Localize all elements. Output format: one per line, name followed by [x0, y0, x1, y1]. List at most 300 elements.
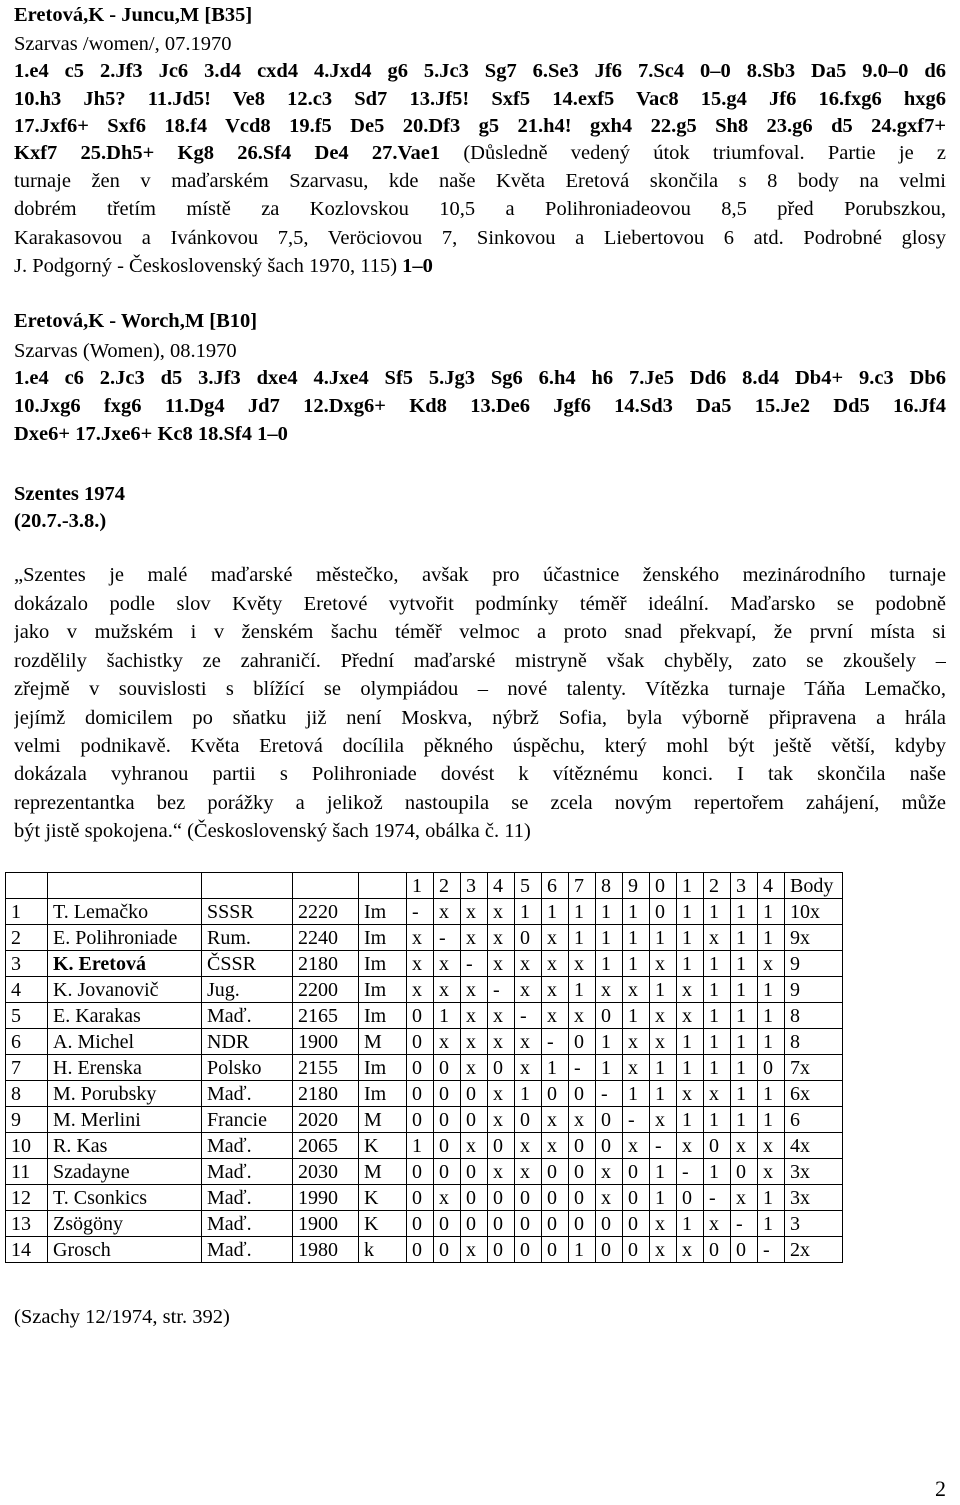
quote-line-6: jejímž domicilem po sňatku již není Moskva, nýbrž Sofia, byla výborně připravena a hrála — [14, 707, 946, 729]
player-title: K — [359, 1185, 407, 1211]
player-points: 9 — [785, 977, 843, 1003]
result-cell: x — [542, 925, 569, 951]
section-title: Szentes 1974 — [14, 483, 126, 505]
player-name: Szadayne — [48, 1159, 202, 1185]
result-cell: 1 — [704, 977, 731, 1003]
result-cell: 1 — [758, 899, 785, 925]
player-rating: 2240 — [293, 925, 359, 951]
table-row — [6, 1055, 843, 1081]
result-cell: - — [434, 925, 461, 951]
player-country: Francie — [202, 1107, 293, 1133]
header-blank — [48, 873, 202, 899]
game1-comment-line-1: turnaje žen v maďarském Szarvasu, kde naše Květa Eretová skončila s 8 body na velmi — [14, 170, 946, 192]
player-points: 4x — [785, 1133, 843, 1159]
result-cell: 0 — [515, 1107, 542, 1133]
result-cell: 1 — [596, 951, 623, 977]
player-name: R. Kas — [48, 1133, 202, 1159]
result-cell: x — [461, 925, 488, 951]
player-name: T. Csonkics — [48, 1185, 202, 1211]
result-cell: 0 — [596, 1003, 623, 1029]
result-cell: 0 — [596, 1107, 623, 1133]
result-cell: 1 — [704, 899, 731, 925]
result-cell: x — [461, 1055, 488, 1081]
result-cell: 0 — [434, 1159, 461, 1185]
result-cell: 1 — [731, 1081, 758, 1107]
result-cell: - — [677, 1159, 704, 1185]
player-country: Maď. — [202, 1133, 293, 1159]
result-cell: 0 — [542, 1185, 569, 1211]
header-blank — [6, 873, 48, 899]
table-row — [6, 1211, 843, 1237]
result-cell: - — [650, 1133, 677, 1159]
result-cell: 0 — [461, 1107, 488, 1133]
result-cell: x — [542, 1003, 569, 1029]
player-rating: 2155 — [293, 1055, 359, 1081]
player-country: NDR — [202, 1029, 293, 1055]
game1-result: 1–0 — [402, 255, 433, 277]
result-cell: 1 — [704, 1107, 731, 1133]
header-col: 3 — [461, 873, 488, 899]
result-cell: - — [461, 951, 488, 977]
result-cell: 0 — [515, 925, 542, 951]
result-cell: x — [623, 977, 650, 1003]
header-col: 1 — [677, 873, 704, 899]
result-cell: 1 — [407, 1133, 434, 1159]
result-cell: x — [434, 951, 461, 977]
result-cell: 0 — [434, 1081, 461, 1107]
header-col: 1 — [407, 873, 434, 899]
result-cell: 1 — [596, 925, 623, 951]
result-cell: x — [488, 1159, 515, 1185]
player-points: 3 — [785, 1211, 843, 1237]
result-cell: 0 — [461, 1185, 488, 1211]
result-cell: 1 — [596, 1055, 623, 1081]
player-name: M. Merlini — [48, 1107, 202, 1133]
result-cell: - — [542, 1029, 569, 1055]
result-cell: 0 — [758, 1055, 785, 1081]
player-title: M — [359, 1107, 407, 1133]
result-cell: 1 — [542, 1055, 569, 1081]
game2-moves-line-3: Dxe6+ 17.Jxe6+ Kc8 18.Sf4 1–0 — [14, 423, 288, 445]
table-row — [6, 1159, 843, 1185]
header-col: 5 — [515, 873, 542, 899]
result-cell: x — [758, 951, 785, 977]
result-cell: x — [704, 1081, 731, 1107]
result-cell: 1 — [704, 1003, 731, 1029]
header-col: 6 — [542, 873, 569, 899]
result-cell: - — [515, 1003, 542, 1029]
player-number: 14 — [6, 1237, 48, 1263]
player-name: K. Eretová — [48, 951, 202, 977]
result-cell: 1 — [704, 1159, 731, 1185]
result-cell: x — [488, 1003, 515, 1029]
result-cell: 1 — [569, 977, 596, 1003]
result-cell: 0 — [515, 1211, 542, 1237]
result-cell: 0 — [515, 1185, 542, 1211]
table-row — [6, 1003, 843, 1029]
result-cell: 0 — [596, 1133, 623, 1159]
player-name: E. Karakas — [48, 1003, 202, 1029]
header-blank — [359, 873, 407, 899]
game1-moves-line-4 — [14, 141, 946, 165]
result-cell: x — [515, 951, 542, 977]
crosstable — [5, 872, 843, 1263]
result-cell: x — [407, 925, 434, 951]
table-row — [6, 951, 843, 977]
player-country: Maď. — [202, 1211, 293, 1237]
result-cell: 1 — [623, 925, 650, 951]
result-cell: x — [461, 1237, 488, 1263]
player-number: 7 — [6, 1055, 48, 1081]
result-cell: x — [569, 1003, 596, 1029]
result-cell: 0 — [569, 1159, 596, 1185]
result-cell: 0 — [569, 1185, 596, 1211]
header-col: 9 — [623, 873, 650, 899]
result-cell: x — [488, 1029, 515, 1055]
table-row — [6, 1133, 843, 1159]
result-cell: x — [704, 1211, 731, 1237]
header-col: 4 — [758, 873, 785, 899]
table-row — [6, 1081, 843, 1107]
result-cell: 0 — [407, 1003, 434, 1029]
player-points: 8 — [785, 1003, 843, 1029]
player-title: Im — [359, 925, 407, 951]
player-number: 6 — [6, 1029, 48, 1055]
player-rating: 1900 — [293, 1029, 359, 1055]
player-name: A. Michel — [48, 1029, 202, 1055]
result-cell: 1 — [758, 1003, 785, 1029]
table-row — [6, 1237, 843, 1263]
result-cell: 0 — [704, 1133, 731, 1159]
player-name: H. Erenska — [48, 1055, 202, 1081]
player-rating: 1980 — [293, 1237, 359, 1263]
result-cell: 0 — [434, 1211, 461, 1237]
header-blank — [202, 873, 293, 899]
quote-line-1: „Szentes je malé maďarské městečko, avšak pro účastnice ženského mezinárodního turnaje — [14, 564, 946, 586]
result-cell: 1 — [650, 1159, 677, 1185]
result-cell: 0 — [434, 1237, 461, 1263]
result-cell: x — [461, 977, 488, 1003]
player-country: ČSSR — [202, 951, 293, 977]
result-cell: 1 — [758, 977, 785, 1003]
header-blank — [293, 873, 359, 899]
result-cell: 1 — [758, 1029, 785, 1055]
player-points: 2x — [785, 1237, 843, 1263]
result-cell: 0 — [488, 1237, 515, 1263]
result-cell: 0 — [407, 1211, 434, 1237]
result-cell: x — [488, 951, 515, 977]
result-cell: 1 — [677, 1029, 704, 1055]
game1-comment-last: J. Podgorný - Československý šach 1970, 115) 1–0 — [14, 255, 433, 277]
result-cell: 0 — [569, 1029, 596, 1055]
result-cell: 1 — [650, 1185, 677, 1211]
result-cell: 0 — [461, 1159, 488, 1185]
result-cell: - — [488, 977, 515, 1003]
result-cell: x — [758, 1133, 785, 1159]
result-cell: 0 — [434, 1133, 461, 1159]
result-cell: x — [569, 1107, 596, 1133]
game1-comment-start: (Důsledně vedený útok triumfoval. Partie je z — [440, 142, 946, 164]
table-row — [6, 1185, 843, 1211]
result-cell: 1 — [731, 977, 758, 1003]
result-cell: 1 — [569, 899, 596, 925]
game2-header: Eretová,K - Worch,M [B10] — [14, 310, 258, 332]
player-title: Im — [359, 977, 407, 1003]
quote-line-last: být jistě spokojena.“ (Československý šach 1974, obálka č. 11) — [14, 820, 531, 842]
result-cell: 0 — [515, 1237, 542, 1263]
result-cell: 0 — [623, 1237, 650, 1263]
result-cell: 0 — [542, 1081, 569, 1107]
table-row — [6, 977, 843, 1003]
result-cell: - — [569, 1055, 596, 1081]
result-cell: 1 — [650, 925, 677, 951]
result-cell: x — [677, 1133, 704, 1159]
result-cell: 1 — [650, 1081, 677, 1107]
result-cell: x — [434, 1029, 461, 1055]
result-cell: 1 — [758, 925, 785, 951]
result-cell: 0 — [731, 1237, 758, 1263]
result-cell: 0 — [407, 1055, 434, 1081]
source-citation: (Szachy 12/1974, str. 392) — [14, 1306, 230, 1328]
player-title: Im — [359, 951, 407, 977]
player-rating: 2180 — [293, 951, 359, 977]
player-country: Maď. — [202, 1237, 293, 1263]
player-rating: 2020 — [293, 1107, 359, 1133]
result-cell: x — [677, 1003, 704, 1029]
player-rating: 1900 — [293, 1211, 359, 1237]
result-cell: 0 — [569, 1133, 596, 1159]
result-cell: 0 — [407, 1107, 434, 1133]
result-cell: x — [623, 1055, 650, 1081]
result-cell: 1 — [704, 1029, 731, 1055]
header-col: 4 — [488, 873, 515, 899]
player-title: k — [359, 1237, 407, 1263]
result-cell: x — [434, 899, 461, 925]
player-country: Maď. — [202, 1159, 293, 1185]
crosstable-header-row — [6, 873, 843, 899]
quote-line-2: dokázalo podle slov Květy Eretové vytvořit podmínky téměř ideální. Maďarsko se podobně — [14, 593, 946, 615]
game1-comment-line-3: Karakasovou a Ivánkovou 7,5, Veröciovou 7, Sinkovou a Liebertovou 6 atd. Podrobné glosy — [14, 227, 946, 249]
result-cell: x — [407, 951, 434, 977]
table-row — [6, 899, 843, 925]
result-cell: x — [542, 1133, 569, 1159]
result-cell: x — [650, 1003, 677, 1029]
player-number: 2 — [6, 925, 48, 951]
quote-line-5: zřejmě v souvislosti s blížící se olympiádou – nové talenty. Vítězka turnaje Táňa Lemačko, — [14, 678, 946, 700]
result-cell: 1 — [623, 899, 650, 925]
result-cell: 0 — [542, 1237, 569, 1263]
player-number: 3 — [6, 951, 48, 977]
result-cell: 1 — [731, 1055, 758, 1081]
result-cell: x — [677, 1081, 704, 1107]
result-cell: 0 — [596, 1237, 623, 1263]
result-cell: - — [758, 1237, 785, 1263]
result-cell: 0 — [623, 1185, 650, 1211]
player-number: 5 — [6, 1003, 48, 1029]
player-title: M — [359, 1029, 407, 1055]
table-row — [6, 1029, 843, 1055]
result-cell: 1 — [758, 1211, 785, 1237]
result-cell: 0 — [407, 1159, 434, 1185]
result-cell: 0 — [542, 1159, 569, 1185]
result-cell: x — [515, 1055, 542, 1081]
result-cell: 1 — [650, 977, 677, 1003]
result-cell: 0 — [623, 1159, 650, 1185]
player-title: Im — [359, 899, 407, 925]
result-cell: 0 — [569, 1211, 596, 1237]
player-rating: 2200 — [293, 977, 359, 1003]
result-cell: 1 — [677, 899, 704, 925]
result-cell: 0 — [407, 1237, 434, 1263]
result-cell: 1 — [758, 1107, 785, 1133]
result-cell: 1 — [596, 899, 623, 925]
player-country: Maď. — [202, 1185, 293, 1211]
result-cell: 0 — [731, 1159, 758, 1185]
player-points: 9x — [785, 925, 843, 951]
player-number: 12 — [6, 1185, 48, 1211]
result-cell: x — [461, 1003, 488, 1029]
result-cell: 1 — [434, 1003, 461, 1029]
result-cell: 1 — [596, 1029, 623, 1055]
player-country: Polsko — [202, 1055, 293, 1081]
result-cell: - — [731, 1211, 758, 1237]
result-cell: 1 — [569, 925, 596, 951]
result-cell: 1 — [542, 899, 569, 925]
result-cell: x — [650, 1237, 677, 1263]
player-title: K — [359, 1133, 407, 1159]
result-cell: x — [677, 1237, 704, 1263]
result-cell: x — [596, 1159, 623, 1185]
result-cell: x — [515, 977, 542, 1003]
result-cell: x — [542, 951, 569, 977]
player-points: 6x — [785, 1081, 843, 1107]
player-title: Im — [359, 1055, 407, 1081]
result-cell: x — [515, 1029, 542, 1055]
result-cell: x — [569, 951, 596, 977]
result-cell: x — [488, 1081, 515, 1107]
result-cell: x — [758, 1159, 785, 1185]
quote-line-4: rozdělily šachistky ze zahraničí. Přední maďarské mistryně však chyběly, zato se zkoušely – — [14, 650, 946, 672]
player-title: K — [359, 1211, 407, 1237]
result-cell: x — [488, 899, 515, 925]
game1-moves-line-1: 1.e4 c5 2.Jf3 Jc6 3.d4 cxd4 4.Jxd4 g6 5.Jc3 Sg7 6.Se3 Jf6 7.Sc4 0–0 8.Sb3 Da5 9.0–0 d6 — [14, 60, 946, 82]
result-cell: 1 — [677, 1107, 704, 1133]
player-title: Im — [359, 1003, 407, 1029]
player-number: 8 — [6, 1081, 48, 1107]
result-cell: x — [488, 925, 515, 951]
player-name: Zsögöny — [48, 1211, 202, 1237]
result-cell: 0 — [434, 1055, 461, 1081]
result-cell: 0 — [434, 1107, 461, 1133]
quote-line-9: reprezentantka bez porážky a jelikož nastoupila se zcela novým repertořem zahájení, může — [14, 792, 946, 814]
header-col: 2 — [434, 873, 461, 899]
header-col: 3 — [731, 873, 758, 899]
result-cell: 0 — [488, 1133, 515, 1159]
result-cell: x — [434, 1185, 461, 1211]
result-cell: x — [596, 1185, 623, 1211]
result-cell: - — [623, 1107, 650, 1133]
player-rating: 2220 — [293, 899, 359, 925]
result-cell: 0 — [704, 1237, 731, 1263]
player-title: M — [359, 1159, 407, 1185]
quote-line-3: jako v mužském i v ženském šachu téměř velmoc a proto snad překvapí, že první místa si — [14, 621, 946, 643]
result-cell: x — [542, 1107, 569, 1133]
result-cell: 1 — [704, 1055, 731, 1081]
player-name: T. Lemačko — [48, 899, 202, 925]
result-cell: 0 — [677, 1185, 704, 1211]
result-cell: 1 — [704, 951, 731, 977]
player-name: E. Polihroniade — [48, 925, 202, 951]
result-cell: 0 — [596, 1211, 623, 1237]
player-number: 11 — [6, 1159, 48, 1185]
quote-line-7: velmi podnikavě. Květa Eretová docílila pěkného úspěchu, který mohl být ještě větší, kdyby — [14, 735, 946, 757]
player-country: Maď. — [202, 1003, 293, 1029]
player-points: 3x — [785, 1159, 843, 1185]
game1-header: Eretová,K - Juncu,M [B35] — [14, 4, 253, 26]
player-number: 10 — [6, 1133, 48, 1159]
game2-moves-line-2: 10.Jxg6 fxg6 11.Dg4 Jd7 12.Dxg6+ Kd8 13.De6 Jgf6 14.Sd3 Da5 15.Je2 Dd5 16.Jf4 — [14, 395, 946, 417]
header-col: 0 — [650, 873, 677, 899]
result-cell: 0 — [488, 1211, 515, 1237]
game1-final-moves: Kxf7 25.Dh5+ Kg8 26.Sf4 De4 27.Vae1 — [14, 142, 441, 164]
result-cell: x — [596, 977, 623, 1003]
result-cell: 1 — [677, 1211, 704, 1237]
result-cell: x — [407, 977, 434, 1003]
page-number: 2 — [935, 1476, 946, 1501]
result-cell: - — [704, 1185, 731, 1211]
result-cell: x — [434, 977, 461, 1003]
player-name: K. Jovanovič — [48, 977, 202, 1003]
result-cell: 1 — [569, 1237, 596, 1263]
player-rating: 1990 — [293, 1185, 359, 1211]
result-cell: x — [731, 1133, 758, 1159]
result-cell: - — [407, 899, 434, 925]
result-cell: 0 — [461, 1081, 488, 1107]
result-cell: 1 — [623, 1081, 650, 1107]
result-cell: x — [461, 1133, 488, 1159]
result-cell: 1 — [758, 1185, 785, 1211]
player-rating: 2180 — [293, 1081, 359, 1107]
player-rating: 2065 — [293, 1133, 359, 1159]
result-cell: 1 — [731, 925, 758, 951]
table-row — [6, 1107, 843, 1133]
quote-line-8: dokázala vyhranou partii s Polihroniade dovést k vítěznému konci. I tak skončila naše — [14, 763, 946, 785]
result-cell: 1 — [731, 1029, 758, 1055]
player-country: Maď. — [202, 1081, 293, 1107]
table-row — [6, 925, 843, 951]
result-cell: x — [488, 1107, 515, 1133]
player-points: 10x — [785, 899, 843, 925]
result-cell: 0 — [542, 1211, 569, 1237]
result-cell: x — [650, 951, 677, 977]
result-cell: 1 — [650, 1055, 677, 1081]
result-cell: x — [650, 1107, 677, 1133]
player-points: 6 — [785, 1107, 843, 1133]
player-name: Grosch — [48, 1237, 202, 1263]
player-rating: 2030 — [293, 1159, 359, 1185]
result-cell: 1 — [515, 899, 542, 925]
player-number: 4 — [6, 977, 48, 1003]
result-cell: 1 — [677, 925, 704, 951]
result-cell: x — [515, 1159, 542, 1185]
result-cell: x — [731, 1185, 758, 1211]
player-number: 13 — [6, 1211, 48, 1237]
player-number: 1 — [6, 899, 48, 925]
game1-moves-line-2: 10.h3 Jh5? 11.Jd5! Ve8 12.c3 Sd7 13.Jf5! Sxf5 14.exf5 Vac8 15.g4 Jf6 16.fxg6 hxg6 — [14, 88, 946, 110]
result-cell: 1 — [677, 951, 704, 977]
player-country: Rum. — [202, 925, 293, 951]
player-points: 9 — [785, 951, 843, 977]
